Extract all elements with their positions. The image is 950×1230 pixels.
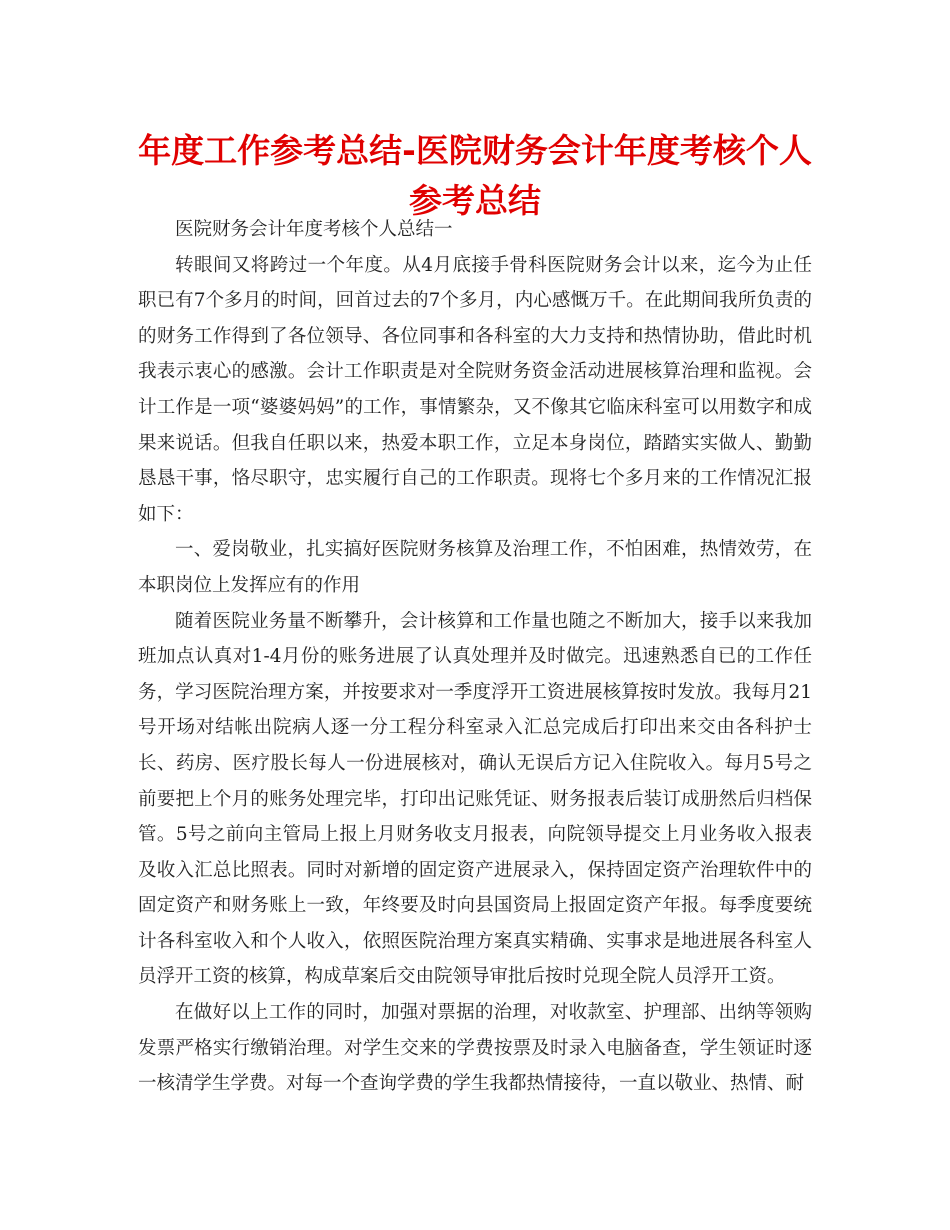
paragraph: 在做好以上工作的同时，加强对票据的治理，对收款室、护理部、出纳等领购发票严格实行缴销治理。对学生交来的学费按票及时录入电脑备查，学生领证时逐一核清学生学费。对每一个查询学费的学生我都热情接待，一直以敬业、热情、耐 — [138, 1002, 812, 1095]
section-heading: 医院财务会计年度考核个人总结一 — [175, 219, 453, 240]
document-title: 年度工作参考总结-医院财务会计年度考核个人参考总结 — [138, 131, 812, 220]
paragraph: 一、爱岗敬业，扎实搞好医院财务核算及治理工作，不怕困难，热情效劳，在本职岗位上发挥应有的作用 — [138, 539, 812, 596]
paragraph: 随着医院业务量不断攀升，会计核算和工作量也随之不断加大，接手以来我加班加点认真对1-4月份的账务进展了认真处理并及时做完。迅速熟悉自已的工作任务，学习医院治理方案，并按要求对一季度浮开工资进展核算按时发放。我每月21号开场对结帐出院病人逐一分工程分科室录入汇总完成后打印出来交由各科护士长、药房、医疗股长每人一份进展核对，确认无误后方记入住院收入。每月5号之前要把上个月的账务处理完毕，打印出记账凭证、财务报表后装订成册然后归档保管。5号之前向主管局上报上月财务收支月报表，向院领导提交上月业务收入报表及收入汇总比照表。同时对新增的固定资产进展录入，保持固定资产治理软件中的固定资产和财务账上一致，年终要及时向县国资局上报固定资产年报。每季度要统计各科室收入和个人收入，依照医院治理方案真实精确、实事求是地进展各科室人员浮开工资的核算，构成草案后交由院领导审批后按时兑现全院人员浮开工资。 — [138, 610, 812, 988]
paragraph: 转眼间又将跨过一个年度。从4月底接手骨科医院财务会计以来，迄今为止任职已有7个多月的时间，回首过去的7个多月，内心感慨万千。在此期间我所负责的的财务工作得到了各位领导、各位同事和各科室的大力支持和热情协助，借此时机我表示衷心的感激。会计工作职责是对全院财务资金活动进展核算治理和监视。会计工作是一项“婆婆妈妈”的工作，事情繁杂，又不像其它临床科室可以用数字和成果来说话。但我自任职以来，热爱本职工作，立足本身岗位，踏踏实实做人、勤勤恳恳干事，恪尽职守，忠实履行自己的工作职责。现将七个多月来的工作情况汇报如下： — [138, 254, 812, 525]
document-body — [138, 212, 812, 1102]
